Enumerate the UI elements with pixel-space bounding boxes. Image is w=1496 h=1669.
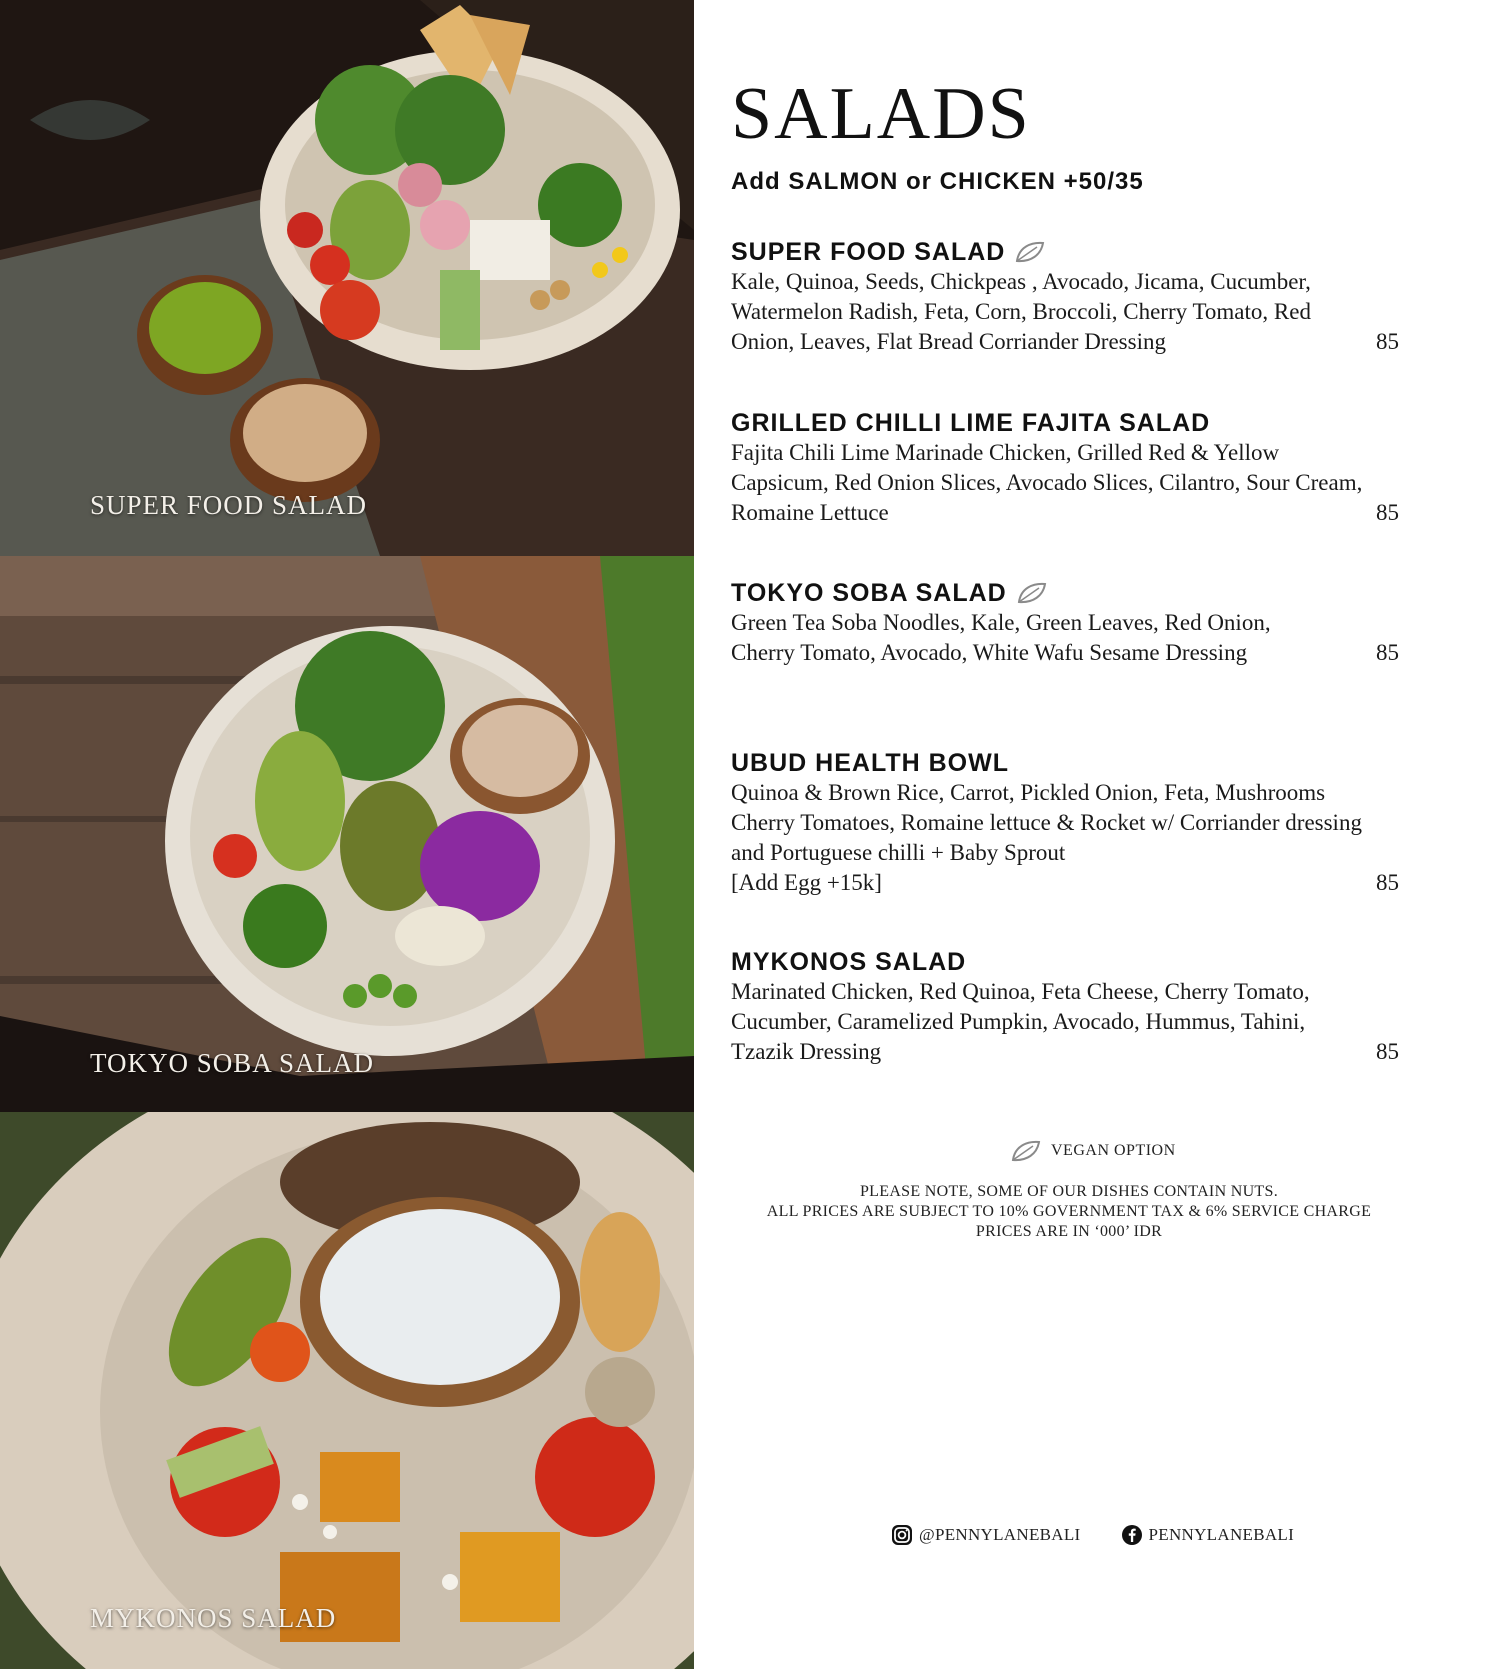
menu-item-description: Marinated Chicken, Red Quinoa, Feta Cheese, Cherry Tomato, Cucumber, Caramelized Pumpkin, Avocado, Hummus, Tahini, Tzazik Dressing [731, 979, 1310, 1064]
instagram-icon [891, 1524, 913, 1546]
price-notes [731, 1182, 1407, 1242]
menu-item-name-row [731, 237, 1407, 267]
facebook-handle[interactable]: PENNYLANEBALI [1148, 1525, 1295, 1544]
note-line: PRICES ARE IN ‘000’ IDR [975, 1223, 1163, 1240]
menu-item-name: SUPER FOOD SALAD [731, 238, 1006, 266]
menu-panel [731, 0, 1411, 1669]
menu-title: SALADS [731, 73, 1031, 155]
menu-item [731, 578, 1407, 668]
menu-item-name-row [731, 578, 1407, 608]
menu-item-name: MYKONOS SALAD [731, 948, 967, 976]
menu-item-name-row [731, 748, 1407, 778]
menu-item-description: Quinoa & Brown Rice, Carrot, Pickled Onion, Feta, Mushrooms Cherry Tomatoes, Romaine lettuce & Rocket w/ Corriander dressing and Portuguese chilli + Baby Sprout [Add Egg +15k] [731, 780, 1362, 895]
menu-item-price: 85 [1376, 329, 1399, 354]
menu-item-price: 85 [1376, 500, 1399, 525]
menu-item-description: Green Tea Soba Noodles, Kale, Green Leaves, Red Onion, Cherry Tomato, Avocado, White Wafu Sesame Dressing [731, 610, 1271, 665]
photo-caption: MYKONOS SALAD [90, 1603, 337, 1633]
mykonos-salad-photo [0, 1112, 694, 1669]
menu-item-name: TOKYO SOBA SALAD [731, 579, 1007, 607]
vegan-legend-label: VEGAN OPTION [1051, 1142, 1176, 1159]
facebook-link[interactable] [1121, 1524, 1295, 1546]
vegan-legend [1011, 1140, 1176, 1162]
photo-caption: SUPER FOOD SALAD [90, 490, 368, 520]
facebook-icon [1121, 1524, 1143, 1546]
menu-item-name-row [731, 947, 1407, 977]
note-line: PLEASE NOTE, SOME OF OUR DISHES CONTAIN NUTS. [859, 1183, 1278, 1200]
menu-item-name: UBUD HEALTH BOWL [731, 749, 1009, 777]
photo-caption: TOKYO SOBA SALAD [90, 1048, 375, 1078]
menu-item-description: Kale, Quinoa, Seeds, Chickpeas , Avocado, Jicama, Cucumber, Watermelon Radish, Feta, Corn, Broccoli, Cherry Tomato, Red Onion, Leaves, Flat Bread Corriander Dressing [731, 269, 1311, 354]
addon-note: Add SALMON or CHICKEN +50/35 [731, 168, 1144, 195]
menu-item-price: 85 [1376, 870, 1399, 895]
instagram-link[interactable] [891, 1524, 1081, 1546]
menu-item [731, 748, 1407, 898]
vegan-leaf-icon [1017, 582, 1047, 604]
photo-column [0, 0, 694, 1669]
menu-item-name: GRILLED CHILLI LIME FAJITA SALAD [731, 409, 1211, 437]
social-links [891, 1524, 1294, 1546]
menu-item-description: Fajita Chili Lime Marinade Chicken, Grilled Red & Yellow Capsicum, Red Onion Slices, Avocado Slices, Cilantro, Sour Cream, Romaine Lettuce [731, 440, 1363, 525]
menu-item-price: 85 [1376, 640, 1399, 665]
vegan-leaf-icon [1011, 1140, 1041, 1162]
menu-item-price: 85 [1376, 1039, 1399, 1064]
menu-item [731, 237, 1407, 357]
tokyo-soba-salad-photo [0, 556, 694, 1112]
instagram-handle[interactable]: @PENNYLANEBALI [919, 1525, 1081, 1544]
note-line: ALL PRICES ARE SUBJECT TO 10% GOVERNMENT TAX & 6% SERVICE CHARGE [766, 1203, 1372, 1220]
menu-item [731, 947, 1407, 1067]
menu-item [731, 408, 1407, 528]
vegan-leaf-icon [1015, 241, 1045, 263]
menu-item-name-row [731, 408, 1407, 438]
super-food-salad-photo [0, 0, 694, 556]
